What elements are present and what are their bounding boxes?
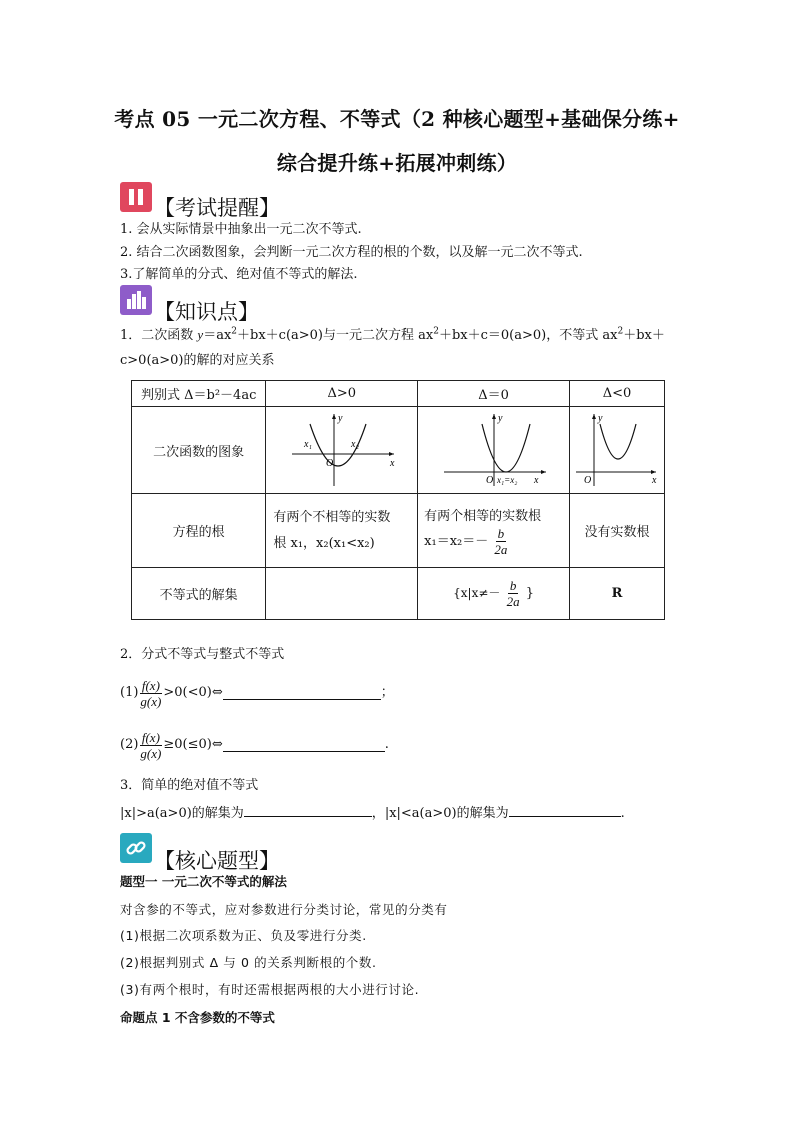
graph-cell-negative [569, 407, 664, 494]
absolute-line: |x|>a(a>0)的解集为 ，|x|<a(a>0)的解集为 . [120, 806, 625, 821]
axis-y-label: y [497, 413, 503, 424]
fractional-item-1: (1) $\frac{f(x)}{g(x)}$ >0(<0)⇔ ； [120, 677, 394, 709]
core-point-1: 命题点 1 不含参数的不等式 [120, 1010, 275, 1025]
origin-label: O [485, 475, 493, 486]
fraction-f-over-g: $\frac{f(x)}{g(x)}$ [140, 677, 162, 709]
pause-bars-icon [120, 182, 152, 212]
knowledge-p1-line2: c>0(a>0)的解的对应关系 [120, 353, 275, 368]
table-cell: R [569, 568, 664, 620]
roots-positive-line1: 有两个不相等的实数 [273, 509, 391, 525]
table-header-cell: 判别式 Δ＝b²－4ac [132, 381, 266, 407]
table-cell: 不等式的解集 [132, 568, 266, 620]
table-cell [418, 494, 570, 568]
page-title-line2: 综合提升练+拓展冲刺练） [276, 151, 518, 175]
chain-link-icon [120, 833, 152, 863]
fraction-b-over-2a: $\frac{b}{2a}$ [494, 525, 508, 557]
table-cell: 方程的根 [132, 494, 266, 568]
axis-x-label: x [651, 475, 657, 486]
axis-y-label: y [337, 413, 343, 424]
core-heading: 【核心题型】 [154, 849, 280, 873]
table-header-cell: Δ＝0 [418, 381, 570, 407]
roots-zero-line1: 有两个相等的实数根 [424, 508, 542, 524]
table-cell: 没有实数根 [569, 494, 664, 568]
reminder-item-2: 2. 结合二次函数图象，会判断一元二次方程的根的个数，以及解一元二次不等式. [120, 245, 583, 260]
answer-blank[interactable] [223, 739, 385, 752]
origin-label: O [325, 458, 333, 469]
root-x1-label: x₁ [303, 439, 312, 450]
table-header-cell: Δ>0 [266, 381, 418, 407]
knowledge-heading: 【知识点】 [154, 300, 259, 324]
core-line-4: (3)有两个根时，有时还需根据两根的大小进行讨论. [120, 982, 420, 997]
fraction-b-over-2a: $\frac{b}{2a}$ [506, 578, 520, 609]
parabola-two-roots-graph [282, 408, 402, 488]
axis-x-label: x [533, 475, 539, 486]
answer-blank[interactable] [223, 687, 381, 700]
knowledge-p1-line1: 1．二次函数 $y=ax^2+bx+c(a>0)$与一元二次方程 $ax^2+bx+c=0(a>0)$，不等式 $ax^2+bx+$ [120, 326, 665, 343]
double-root-label: x₁=x₂ [496, 475, 517, 485]
answer-blank[interactable] [244, 804, 372, 817]
table-row [132, 407, 665, 494]
absolute-heading: 3．简单的绝对值不等式 [120, 778, 259, 793]
table-row [132, 494, 665, 568]
roots-positive-line2: 根 x₁，x₂(x₁<x₂) [273, 535, 375, 551]
core-line-2: (1)根据二次项系数为正、负及零进行分类. [120, 928, 367, 943]
axis-y-label: y [597, 413, 603, 424]
origin-label: O [583, 475, 592, 486]
reminder-item-1: 1. 会从实际情景中抽象出一元二次不等式. [120, 222, 362, 237]
axis-x-label: x [389, 458, 395, 469]
roots-zero-line2: x₁＝x₂＝－ $\frac{b}{2a}$ [424, 525, 508, 557]
table-header-cell: Δ<0 [569, 381, 664, 407]
core-type-1: 题型一 一元二次不等式的解法 [120, 874, 287, 889]
core-line-1: 对含参的不等式，应对参数进行分类讨论，常见的分类有 [120, 902, 448, 917]
graph-cell-positive [266, 407, 418, 494]
parabola-one-root-graph [434, 408, 554, 488]
fractional-item-2: (2) $\frac{f(x)}{g(x)}$ ≥0(≤0)⇔ . [120, 729, 389, 761]
core-line-3: (2)根据判别式 Δ 与 0 的关系判断根的个数. [120, 955, 377, 970]
discriminant-table [131, 380, 665, 620]
table-row [132, 568, 665, 620]
bar-chart-icon [120, 285, 152, 315]
table-row [132, 381, 665, 407]
fractional-heading: 2．分式不等式与整式不等式 [120, 647, 285, 662]
page-title-line1: 考点 05 一元二次方程、不等式（2 种核心题型+基础保分练+ [114, 107, 680, 131]
fraction-f-over-g: $\frac{f(x)}{g(x)}$ [140, 729, 162, 761]
table-cell: {x|x≠－ $\frac{b}{2a}$ } [418, 568, 570, 620]
reminder-item-3: 3.了解简单的分式、绝对值不等式的解法. [120, 267, 358, 282]
parabola-no-root-graph [572, 408, 662, 488]
table-cell: 二次函数的图象 [132, 407, 266, 494]
reminder-heading: 【考试提醒】 [154, 196, 280, 220]
graph-cell-zero [418, 407, 570, 494]
answer-blank[interactable] [509, 804, 621, 817]
table-cell [266, 494, 418, 568]
root-x2-label: x₂ [350, 439, 359, 450]
table-cell [266, 568, 418, 620]
